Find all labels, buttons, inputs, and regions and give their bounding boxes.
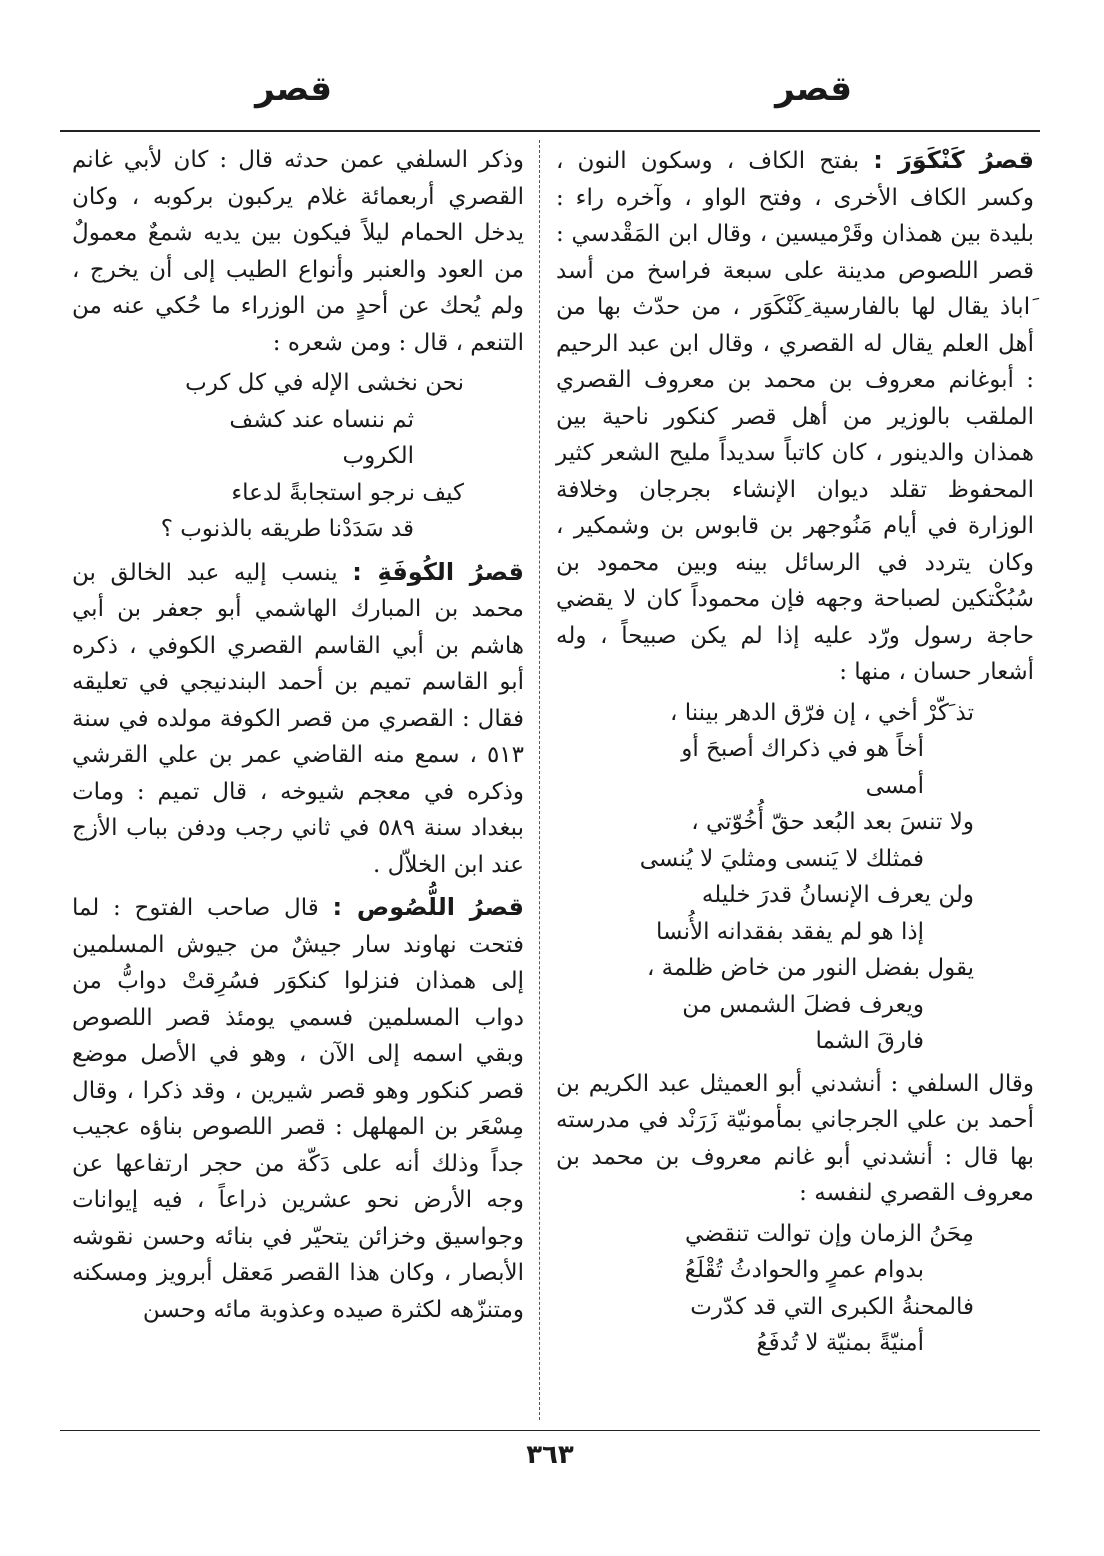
verse-line: ثم ننساه عند كشف الكروب xyxy=(229,406,414,469)
verse-line: فالمحنةُ الكبرى التي قد كدّرت xyxy=(690,1293,974,1320)
entry-headword: قصرُ الكُوفَةِ : xyxy=(352,557,524,586)
entry-kankawar xyxy=(556,142,1034,691)
right-column xyxy=(556,142,1034,1368)
poem-block-2 xyxy=(556,1216,1034,1362)
verse-line: بدوام عمرٍ والحوادثُ تُقْلَعُ xyxy=(684,1257,924,1283)
entry-kufa xyxy=(72,554,524,884)
running-headword-right: قصر xyxy=(775,69,852,109)
verse-line: كيف نرجو استجابةً لدعاء xyxy=(231,479,464,506)
verse-line: نحن نخشى الإله في كل كرب xyxy=(185,370,464,396)
verse-line: أخاً هو في ذكراك أصبحَ أو أمسى xyxy=(681,736,924,799)
entry-text-continued: وذكر السلفي عمن حدثه قال : كان لأبي غانم القصري أربعمائة غلام يركبون بركوبه ، وكان يدخل الحمام ليلاً فيكون بين يديه شمعٌ معمولٌ من العود والعنبر وأنواع الطيب إلى أن يخرج ، ولم يُحك عن أحدٍ من الوزراء ما حُكي عنه من التنعم ، قال : ومن شعره : xyxy=(72,147,524,356)
entry-lusus xyxy=(72,889,524,1328)
verse-line: ويعرف فضلَ الشمس من فارقَ الشما xyxy=(682,991,924,1054)
entry-text: بفتح الكاف ، وسكون النون ، وكسر الكاف الأخرى ، وفتح الواو ، وآخره راء : بليدة بين همذان وقَرْميسين ، وقال ابن المَقْدسي : قصر اللصوص مدينة على سبعة فراسخ من أسد َاباذ يقال لها بالفارسية ِكَنْكَوَر ، من حدّث بها من أهل العلم يقال له القصري ، وقال ابن عبد الرحيم : أبوغانم معروف بن محمد بن معروف القصري الملقب بالوزير من أهل قصر كنكور ناحية بين همذان والدينور ، كان كاتباً سديداً مليح الشعر كثير المحفوظ تقلد ديوان الإنشاء بجرجان وخلافة الوزارة في أيام مَنُوجهر بن قابوس بن وشمكير ، وكان يتردد في الرسائل بينه وبين محمود بن سُبُكْتكين لصباحة وجهه فإن محموداً كان لا يقضي حاجة رسول ورّد عليه إذا لم يكن صبيحاً ، وله أشعار حسان ، منها : xyxy=(556,148,1034,685)
verse-line: يقول بفضل النور من خاض ظلمة ، xyxy=(646,955,974,981)
verse-line: ولا تنسَ بعد البُعد حقّ أُخُوّتي ، xyxy=(691,809,974,835)
left-column xyxy=(72,142,524,1328)
entry-text: ينسب إليه عبد الخالق بن محمد بن المبارك الهاشمي أبو جعفر بن أبي هاشم بن أبي القاسم القصري الكوفي ، ذكره أبو القاسم تميم بن أحمد البندنيجي في تعليقه فقال : القصري من قصر الكوفة مولده في سنة ٥١٣ ، سمع منه القاضي عمر بن علي القرشي وذكره في معجم شيوخه ، قال تميم : ومات ببغداد سنة ٥٨٩ في ثاني رجب ودفن بباب الأزج عند ابن الخلاّل . xyxy=(72,559,524,878)
verse-line: أمنيّةً بمنيّة لا تُدفَعُ xyxy=(756,1330,924,1356)
running-headword-left: قصر xyxy=(255,69,332,109)
poem-block-3 xyxy=(72,365,524,548)
verse-line: ولن يعرف الإنسانُ قدرَ خليله xyxy=(701,882,974,908)
header-rule xyxy=(60,130,1040,132)
footer-rule xyxy=(60,1430,1040,1431)
poem-block-1 xyxy=(556,695,1034,1060)
entry-text-continued: وقال السلفي : أنشدني أبو العميثل عبد الكريم بن أحمد بن علي الجرجاني بمأمونيّة زَرَنْد في مدرسته بها قال : أنشدني أبو غانم معروف بن محمد بن معروف القصري لنفسه : xyxy=(556,1070,1034,1206)
entry-text: قال صاحب الفتوح : لما فتحت نهاوند سار جيشٌ من جيوش المسلمين إلى همذان فنزلوا كنكوَر فسُرِقتْ دوابُّ من دواب المسلمين فسمي يومئذ قصر اللصوص وبقي اسمه إلى الآن ، وهو في الأصل موضع قصر كنكور وهو قصر شيرين ، وقد ذكرا ، وقال مِسْعَر بن المهلهل : قصر اللصوص بناؤه عجيب جداً وذلك أنه على دَكّة من حجر ارتفاعها عن وجه الأرض نحو عشرين ذراعاً ، فيه إيوانات وجواسيق وخزائن يتحيّر في بنائه وحسن نقوشه الأبصار ، وكان هذا القصر مَعقل أبرويز ومسكنه ومتنزّهه لكثرة صيده وعذوبة مائه وحسن xyxy=(72,895,524,1323)
verse-line: فمثلك لا يَنسى ومثليَ لا يُنسى xyxy=(639,845,924,872)
verse-line: قد سَدَدْنا طريقه بالذنوب ؟ xyxy=(160,516,414,542)
verse-line: مِحَنُ الزمان وإن توالت تنقضي xyxy=(685,1220,974,1247)
verse-line: تذ َكّرْ أخي ، إن فرّق الدهر بيننا ، xyxy=(670,699,974,726)
verse-line: إذا هو لم يفقد بفقدانه الأُنسا xyxy=(656,918,924,945)
column-divider xyxy=(539,140,540,1420)
page-number: ٣٦٣ xyxy=(526,1440,574,1470)
entry-headword: قصرُ اللُّصُوص : xyxy=(332,893,525,921)
entry-headword: قصرُ كَنْكَوَرَ : xyxy=(873,146,1034,174)
